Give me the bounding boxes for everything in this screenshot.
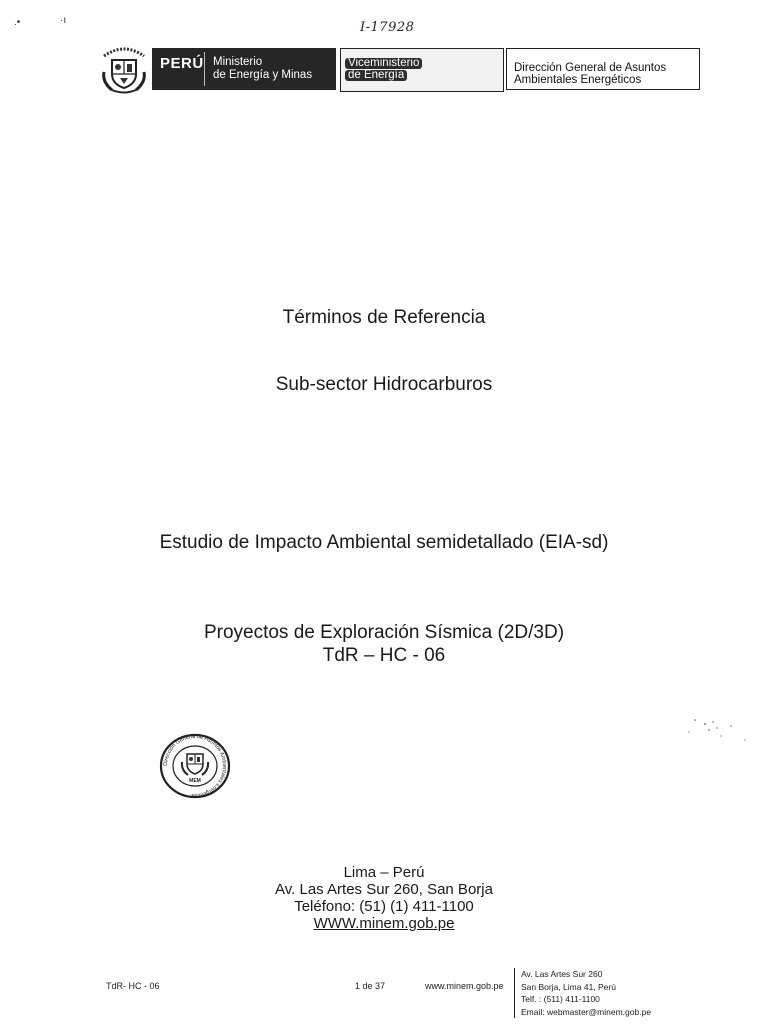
- ministry-line-1: Ministerio: [213, 56, 263, 68]
- ministry-line-2: de Energía y Minas: [213, 69, 313, 81]
- footer-page-number: 1 de 37: [355, 981, 386, 991]
- address-phone: Teléfono: (51) (1) 411-1100: [294, 898, 474, 915]
- vice-line-1: Viceministerio: [345, 58, 422, 69]
- address-website-link[interactable]: WWW.minem.gob.pe: [313, 915, 455, 932]
- peru-flag-icon: [156, 52, 205, 86]
- document-projects: Proyectos de Exploración Sísmica (2D/3D): [203, 622, 565, 643]
- coat-of-arms-icon: [98, 44, 150, 94]
- footer-contact-line-1: Av. Las Artes Sur 260: [521, 969, 603, 979]
- peru-label: PERÚ: [160, 55, 204, 72]
- footer-website-link[interactable]: www.minem.gob.pe: [425, 981, 504, 991]
- footer-contact-block: [514, 968, 681, 1018]
- handwritten-note: I-17928: [360, 20, 415, 35]
- address-street: Av. Las Artes Sur 260, San Borja: [275, 881, 493, 898]
- scan-noise: [683, 710, 753, 755]
- footer-contact-line-3: Telf. : (511) 411-1100: [521, 994, 600, 1004]
- document-subsector: Sub-sector Hidrocarburos: [275, 374, 493, 395]
- footer-contact-line-2: San Borja, Lima 41, Perú: [521, 981, 616, 992]
- seal-center-text: MEM: [189, 778, 201, 784]
- seal-ring-text: Dirección General de Asuntos Ambientales Energéticos: [162, 733, 228, 799]
- scan-speck: ·ı: [60, 15, 67, 26]
- ministry-logo: [152, 48, 336, 90]
- vice-line-2: de Energía: [345, 70, 407, 81]
- directorate-logo: [506, 48, 700, 90]
- document-code: TdR – HC - 06: [322, 645, 446, 666]
- footer-contact-email[interactable]: Email: webmaster@minem.gob.pe: [521, 1006, 652, 1017]
- official-seal-icon: [157, 732, 233, 800]
- document-study: Estudio de Impacto Ambiental semidetallado (EIA-sd): [159, 532, 609, 553]
- ministry-name: [213, 56, 312, 82]
- scan-speck: .•: [14, 17, 21, 28]
- document-title: Términos de Referencia: [282, 307, 486, 328]
- footer-code: TdR- HC - 06: [106, 981, 160, 991]
- directorate-line-1: Dirección General de Asuntos: [514, 62, 667, 74]
- address-city: Lima – Perú: [343, 864, 425, 881]
- vice-ministry-logo: [340, 48, 504, 92]
- directorate-line-2: Ambientales Energéticos: [514, 74, 642, 86]
